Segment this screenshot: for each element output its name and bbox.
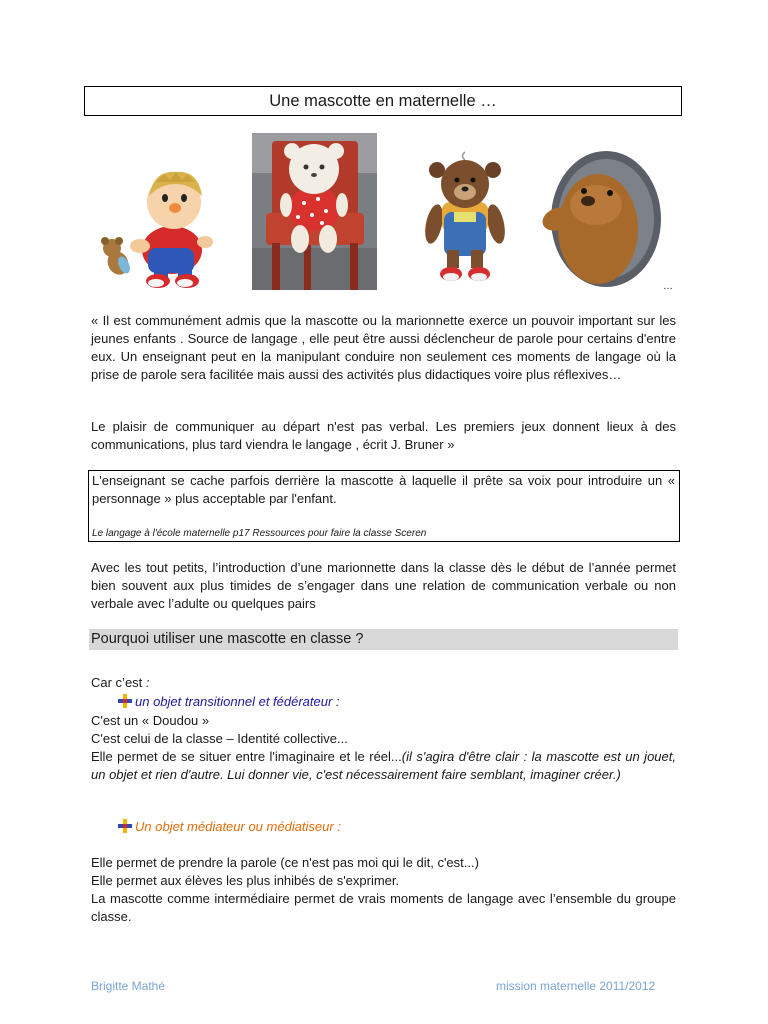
reasons-lead-colon: : (142, 675, 150, 690)
citation-text: L'enseignant se cache parfois derrière la mascotte à laquelle il prête sa voix pour introduire un « personnage » plus acceptable par l'enfant. (92, 473, 675, 506)
reasons-lead-text: Car c’est (91, 675, 143, 690)
quote-text-1: « Il est communément admis que la mascotte ou la marionnette exerce un pouvoir important sur les jeunes enfants . Source de langage , elle peut être aussi déclencheur de parole pour certains d'entre eux. Un enseignant peut en la manipulant conduire non seulement ces moments de langage où la prise de parole sera facilitée mais aussi des activités plus didactiques voire plus réflexives… (91, 313, 676, 382)
intro-text: Avec les tout petits, l’introduction d’une marionnette dans la classe dès le début de l’année permet bien souvent aux plus timides de s’engager dans une relation de communication verbale ou non verbale avec l’adulte ou quelques pairs (91, 560, 676, 611)
footer-organization: mission maternelle 2011/2012 (496, 979, 656, 993)
page-title (84, 86, 682, 116)
bullet-1-title-text: un objet transitionnel et fédérateur : (135, 694, 340, 709)
mascot-photo-tchoupi (94, 168, 214, 290)
bullet-1-line-3-text: Elle permet de se situer entre l'imaginaire et le réel... (91, 749, 402, 764)
page-title-text: Une mascotte en maternelle … (269, 92, 497, 110)
mascot-photo-bear-chair (252, 133, 377, 290)
citation-source: Le langage à l'école maternelle p17 Ressources pour faire la classe Sceren (92, 528, 427, 539)
bullet-2-title-text: Un objet médiateur ou médiatiseur : (135, 819, 341, 834)
bullet-2-line-3 (91, 890, 676, 926)
bullet-cross-icon (118, 694, 132, 708)
bullet-cross-icon (118, 819, 132, 833)
quote-paragraph-1 (91, 312, 676, 384)
reasons-lead (91, 674, 150, 692)
bullet-1-line-2: C'est celui de la classe – Identité collective... (91, 731, 348, 746)
mascot-photo-brown-bear (420, 150, 510, 290)
intro-paragraph (91, 559, 676, 613)
bullet-2-line-3-text: La mascotte comme intermédiaire permet de vrais moments de langage avec l’ensemble du groupe classe. (91, 891, 676, 924)
bullet-1-title (118, 693, 340, 711)
footer-author: Brigitte Mathé (91, 979, 166, 993)
section-heading: Pourquoi utiliser une mascotte en classe ? (89, 629, 678, 650)
citation-box (88, 470, 680, 542)
bullet-2-title (118, 818, 341, 836)
bullet-2-line-2: Elle permet aux élèves les plus inhibés de s'exprimer. (91, 873, 400, 888)
images-ellipsis: … (663, 281, 673, 292)
bullet-2-line-1: Elle permet de prendre la parole (ce n'est pas moi qui le dit, c'est...) (91, 855, 479, 870)
quote-paragraph-2 (91, 418, 676, 454)
quote-text-2: Le plaisir de communiquer au départ n'est pas verbal. Les premiers jeux donnent lieux à des communications, plus tard viendra le langage , écrit J. Bruner » (91, 419, 676, 452)
bullet-1-line-3 (91, 748, 676, 784)
bullet-1-line-1: C'est un « Doudou » (91, 713, 210, 728)
bullet-1-line-3-italic: (il s'agira d'être clair : la mascotte est un jouet, un objet et rien d'autre. Lui donner vie, c'est nécessairement faire semblant, imaginer créer.) (91, 749, 676, 782)
mascot-photo-hedgehog-puppet (536, 145, 664, 290)
